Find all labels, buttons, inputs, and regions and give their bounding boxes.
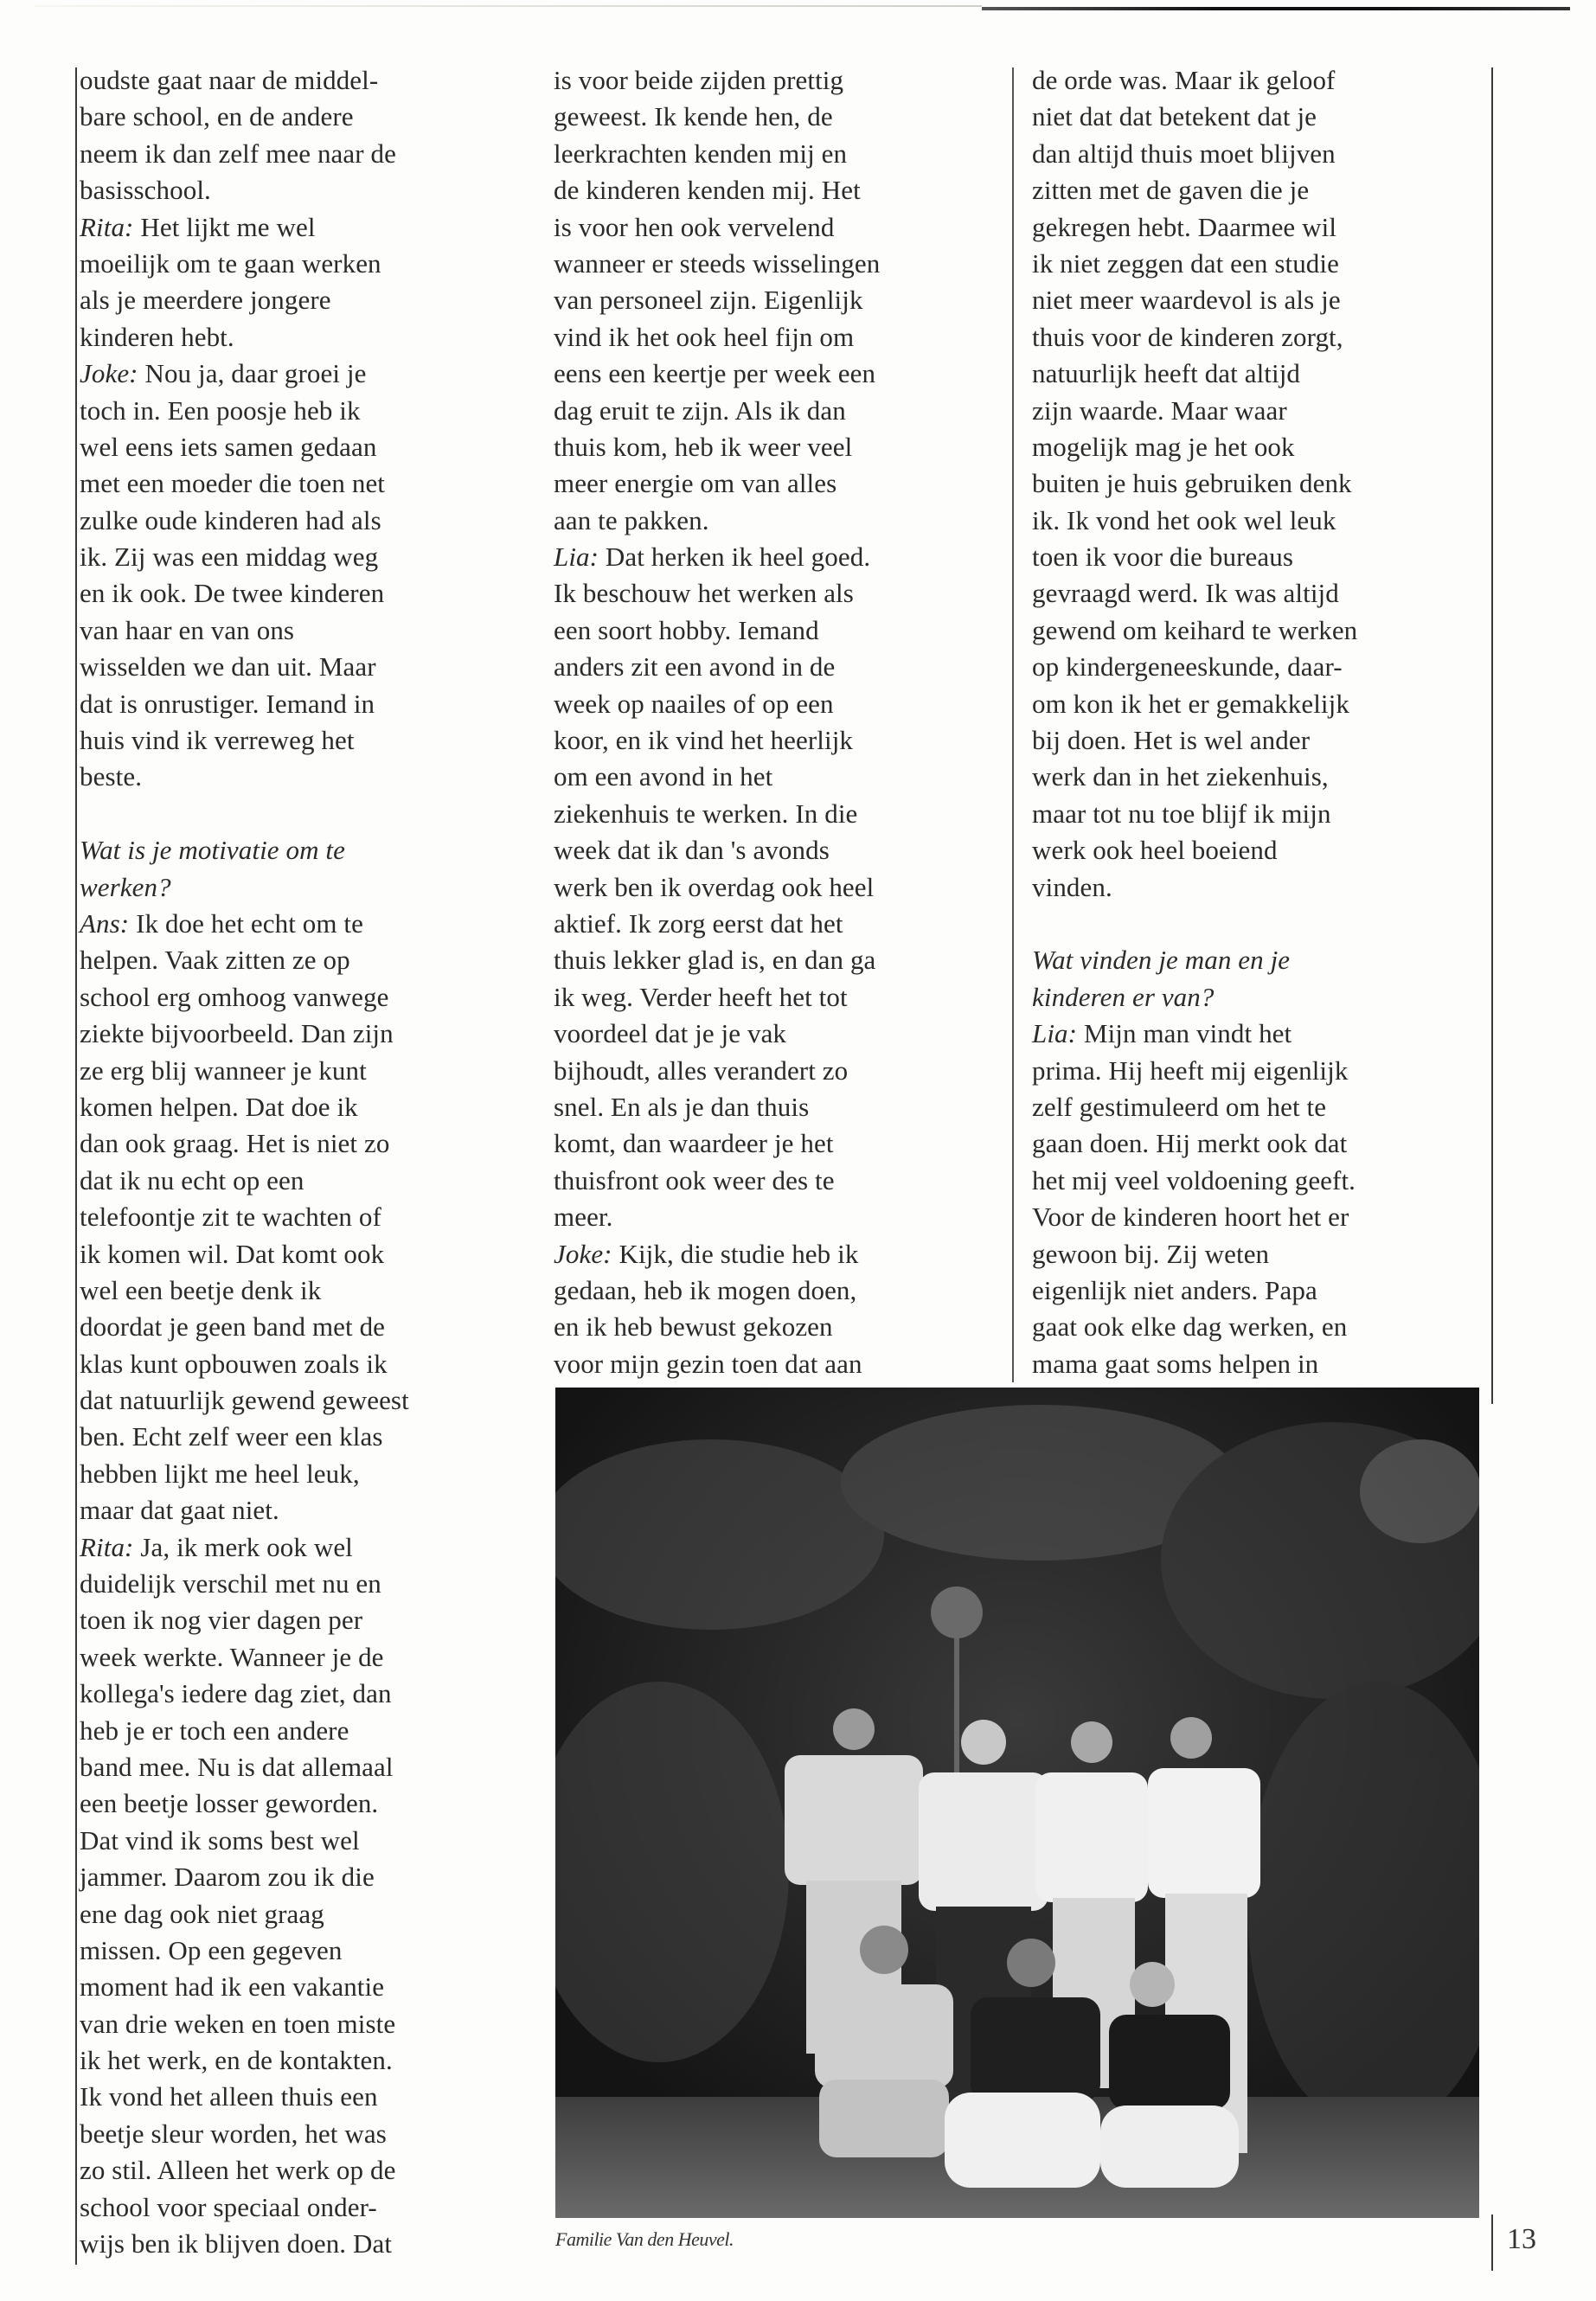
line-text: missen. Op een gegeven [80,1934,343,1965]
line-text: dag eruit te zijn. Als ik dan [554,394,846,426]
text-line [554,649,1003,685]
line-text: Ja, ik merk ook wel [133,1531,353,1562]
column-rule-middle [1012,67,1014,1382]
paragraph-gap [1032,906,1482,942]
text-line [80,62,512,99]
line-text: op kindergeneeskunde, daar- [1032,651,1343,683]
line-text: vinden. [1032,871,1112,902]
text-line [80,1163,512,1199]
line-text: een beetje losser geworden. [80,1788,379,1819]
text-line [554,393,1003,429]
line-text: koor, en ik vind het heerlijk [554,725,854,756]
line-text: Mijn man vindt het [1077,1018,1292,1049]
text-line [80,759,512,795]
line-text: ziekte bijvoorbeeld. Dan zijn [80,1018,394,1049]
text-line [80,1896,512,1932]
text-line [80,209,512,246]
text-line [1032,1016,1482,1052]
line-text: anders zit een avond in de [554,651,836,683]
text-line [554,942,1003,978]
line-text: om een avond in het [554,761,773,792]
text-line [554,1089,1003,1125]
column-rule-left [75,67,77,2265]
line-text: is voor hen ook vervelend [554,211,835,242]
line-text: mama gaat soms helpen in [1032,1348,1319,1379]
text-line [1032,1125,1482,1162]
line-text: Dat herken ik heel goed. [599,542,871,573]
line-text: maar dat gaat niet. [80,1495,279,1526]
text-line [1032,649,1482,685]
line-text: Ik vond het alleen thuis een [80,2081,378,2112]
line-text: Kijk, die studie heb ik [612,1238,859,1269]
line-text: helpen. Vaak zitten ze op [80,945,350,976]
line-text: maar tot nu toe blijf ik mijn [1032,798,1331,829]
line-text: snel. En als je dan thuis [554,1091,810,1122]
text-line [80,2116,512,2152]
line-text: thuis voor de kinderen zorgt, [1032,321,1343,352]
text-line [80,1236,512,1272]
text-line [80,1713,512,1749]
text-line [80,1382,512,1419]
line-text: ik. Ik vond het ook wel leuk [1032,504,1336,535]
line-text: komen helpen. Dat doe ik [80,1091,358,1122]
line-text: hebben lijkt me heel leuk, [80,1458,360,1489]
text-line [80,319,512,356]
line-text: dat is onrustiger. Iemand in [80,688,375,719]
line-text: werk ben ik overdag ook heel [554,871,875,902]
line-text: werk dan in het ziekenhuis, [1032,761,1329,792]
line-text: thuisfront ook weer des te [554,1164,835,1195]
line-text: toch in. Een poosje heb ik [80,394,361,426]
text-line [1032,1272,1482,1309]
text-line [554,1346,1003,1382]
text-line [554,759,1003,795]
text-line [80,1932,512,1969]
line-text: Het lijkt me wel [133,211,316,242]
line-text: leerkrachten kenden mij en [554,138,848,169]
line-text: klas kunt opbouwen zoals ik [80,1348,388,1379]
line-text: is voor beide zijden prettig [554,65,844,95]
text-line [554,1125,1003,1162]
text-line [80,1272,512,1309]
text-line [554,1309,1003,1345]
line-text: zelf gestimuleerd om het te [1032,1091,1327,1122]
line-text: van haar en van ons [80,614,295,645]
text-line [1032,172,1482,208]
line-text: ik komen wil. Dat komt ook [80,1238,385,1269]
line-text: prima. Hij heeft mij eigenlijk [1032,1054,1349,1086]
line-text: de orde was. Maar ik geloof [1032,65,1336,95]
text-line [80,1639,512,1676]
speaker-name: Rita: [80,1531,134,1562]
text-line [80,465,512,502]
line-text: zitten met de gaven die je [1032,175,1310,206]
line-text: jammer. Daarom zou ik die [80,1862,375,1893]
line-text: voor mijn gezin toen dat aan [554,1348,862,1379]
line-text: de kinderen kenden mij. Het [554,175,861,206]
line-text: moeilijk om te gaan werken [80,247,381,279]
line-text: thuis lekker glad is, en dan ga [554,945,876,976]
line-text: school erg omhoog vanwege [80,981,389,1012]
line-text: gewend om keihard te werken [1032,614,1358,645]
text-line [554,722,1003,759]
line-text: huis vind ik verreweg het [80,725,355,756]
interview-question-line [1032,979,1482,1016]
text-line [80,99,512,135]
text-line [80,1089,512,1125]
text-line [80,1823,512,1859]
text-line [1032,869,1482,906]
line-text: gekregen hebt. Daarmee wil [1032,211,1337,242]
family-photo-illustration [555,1388,1479,2218]
line-text: meer. [554,1202,613,1233]
text-line [554,62,1003,99]
text-line [80,1346,512,1382]
line-text: ene dag ook niet graag [80,1898,324,1929]
line-text: beste. [80,761,143,792]
line-text: oudste gaat naar de middel- [80,65,379,95]
text-line [80,942,512,978]
speaker-name: Joke: [554,1238,612,1269]
text-line [1032,99,1482,135]
top-rule-faint [35,5,982,7]
text-line [80,1456,512,1492]
text-line [80,612,512,649]
text-line [80,2006,512,2042]
line-text: buiten je huis gebruiken denk [1032,468,1352,499]
text-line [554,282,1003,318]
line-text: dat ik nu echt op een [80,1164,304,1195]
text-line [1032,1089,1482,1125]
text-line [80,136,512,172]
line-text: van drie weken en toen miste [80,2008,396,2039]
text-line [80,1749,512,1785]
line-text: gewoon bij. Zij weten [1032,1238,1270,1269]
speaker-name: Lia: [1032,1018,1078,1049]
text-line [554,1272,1003,1309]
line-text: Voor de kinderen hoort het er [1032,1202,1349,1233]
line-text: toen ik nog vier dagen per [80,1605,363,1636]
speaker-name: Rita: [80,211,134,242]
page-number: 13 [1507,2223,1536,2255]
family-photo [555,1388,1479,2218]
line-text: doordat je geen band met de [80,1311,386,1343]
text-line [554,319,1003,356]
line-text: voordeel dat je je vak [554,1018,787,1049]
line-text: Ik beschouw het werken als [554,578,854,609]
text-line [1032,1236,1482,1272]
text-line [80,2152,512,2189]
text-line [80,1309,512,1345]
line-text: dan altijd thuis moet blijven [1032,138,1336,169]
line-text: wijs ben ik blijven doen. Dat [80,2228,393,2259]
text-line [1032,686,1482,722]
speaker-name: Ans: [80,907,130,939]
line-text: thuis kom, heb ik weer veel [554,431,853,462]
text-line [80,429,512,465]
line-text: gedaan, heb ik mogen doen, [554,1274,857,1305]
line-text: neem ik dan zelf mee naar de [80,138,396,169]
line-text: moment had ik een vakantie [80,1971,385,2003]
line-text: aktief. Ik zorg eerst dat het [554,907,843,939]
line-text: gaan doen. Hij merkt ook dat [1032,1128,1348,1159]
line-text: wel een beetje denk ik [80,1274,322,1305]
top-rule [982,7,1570,10]
line-text: gevraagd werd. Ik was altijd [1032,578,1339,609]
text-line [554,172,1003,208]
text-line [80,393,512,429]
text-line [80,1859,512,1895]
text-line [80,1419,512,1455]
text-line [554,246,1003,282]
text-line [554,979,1003,1016]
interview-question-line [80,832,512,868]
line-text: band mee. Nu is dat allemaal [80,1751,394,1782]
text-line [80,722,512,759]
line-text: ziekenhuis te werken. In die [554,798,858,829]
interview-question-line [1032,942,1482,978]
text-line [80,172,512,208]
text-line [1032,1346,1482,1382]
line-text: heb je er toch een andere [80,1715,349,1746]
text-line [80,282,512,318]
article-column-2 [554,62,1003,1382]
text-line [1032,832,1482,868]
line-text: duidelijk verschil met nu en [80,1568,381,1599]
line-text: zijn waarde. Maar waar [1032,394,1287,426]
text-line [1032,503,1482,539]
text-line [554,869,1003,906]
text-line [1032,612,1482,649]
line-text: Ik doe het echt om te [129,907,364,939]
text-line [554,612,1003,649]
line-text: en ik ook. De twee kinderen [80,578,385,609]
text-line [554,1163,1003,1199]
line-text: kinderen hebt. [80,321,234,352]
line-text: natuurlijk heeft dat altijd [1032,358,1301,389]
line-text: ik niet zeggen dat een studie [1032,247,1339,279]
text-line [80,1199,512,1235]
text-line [1032,539,1482,575]
line-text: bijhoudt, alles verandert zo [554,1054,849,1086]
interview-question: Wat is je motivatie om te [80,835,346,866]
text-line [554,1016,1003,1052]
text-line [1032,796,1482,832]
line-text: met een moeder die toen net [80,468,386,499]
text-line [80,1125,512,1162]
line-text: telefoontje zit te wachten of [80,1202,381,1233]
speaker-name: Joke: [80,358,138,389]
text-line [554,503,1003,539]
line-text: bij doen. Het is wel ander [1032,725,1311,756]
text-line [80,539,512,575]
text-line [554,99,1003,135]
interview-question: werken? [80,871,171,902]
text-line [80,1676,512,1712]
text-line [1032,1199,1482,1235]
line-text: geweest. Ik kende hen, de [554,101,833,132]
interview-question: kinderen er van? [1032,981,1215,1012]
text-line [554,686,1003,722]
text-line [554,906,1003,942]
text-line [554,1053,1003,1089]
line-text: ik weg. Verder heeft het tot [554,981,848,1012]
text-line [1032,1053,1482,1089]
line-text: ze erg blij wanneer je kunt [80,1054,367,1086]
text-line [1032,465,1482,502]
text-line [554,1199,1003,1235]
text-line [80,2042,512,2079]
line-text: week dat ik dan 's avonds [554,835,830,866]
text-line [1032,246,1482,282]
text-line [554,465,1003,502]
line-text: gaat ook elke dag werken, en [1032,1311,1348,1343]
text-line [80,979,512,1016]
text-line [80,686,512,722]
text-line [1032,136,1482,172]
text-line [554,832,1003,868]
text-line [80,246,512,282]
photo-caption: Familie Van den Heuvel. [555,2228,734,2250]
text-line [1032,282,1482,318]
text-line [1032,209,1482,246]
text-line [554,1236,1003,1272]
photo-lantern [931,1586,983,1638]
text-line [554,356,1003,392]
text-line [80,1053,512,1089]
text-line [80,575,512,612]
line-text: zulke oude kinderen had als [80,504,381,535]
line-text: bare school, en de andere [80,101,354,132]
text-line [554,209,1003,246]
line-text: week werkte. Wanneer je de [80,1641,384,1672]
text-line [1032,62,1482,99]
paragraph-gap [80,796,512,832]
line-text: eigenlijk niet anders. Papa [1032,1274,1317,1305]
line-text: werk ook heel boeiend [1032,835,1278,866]
text-line [1032,1309,1482,1345]
text-line [1032,319,1482,356]
line-text: school voor speciaal onder- [80,2191,377,2222]
text-line [554,539,1003,575]
line-text: kollega's iedere dag ziet, dan [80,1678,392,1709]
text-line [80,2226,512,2262]
line-text: wanneer er steeds wisselingen [554,247,881,279]
line-text: dan ook graag. Het is niet zo [80,1128,390,1159]
line-text: van personeel zijn. Eigenlijk [554,285,863,316]
line-text: het mij veel voldoening geeft. [1032,1164,1356,1195]
line-text: dat natuurlijk gewend geweest [80,1385,409,1416]
text-line [80,649,512,685]
interview-question: Wat vinden je man en je [1032,945,1291,976]
text-line [80,1602,512,1638]
text-line [1032,429,1482,465]
line-text: wisselden we dan uit. Maar [80,651,376,683]
line-text: Dat vind ik soms best wel [80,1824,360,1856]
line-text: en ik heb bewust gekozen [554,1311,833,1343]
text-line [80,1492,512,1529]
line-text: een soort hobby. Iemand [554,614,819,645]
line-text: wel eens iets samen gedaan [80,431,377,462]
text-line [80,1566,512,1602]
line-text: meer energie om van alles [554,468,837,499]
interview-question-line [80,869,512,906]
line-text: ben. Echt zelf weer een klas [80,1421,383,1452]
line-text: om kon ik het er gemakkelijk [1032,688,1349,719]
line-text: komt, dan waardeer je het [554,1128,834,1159]
text-line [1032,722,1482,759]
text-line [1032,356,1482,392]
line-text: niet meer waardevol is als je [1032,285,1341,316]
article-column-3 [1032,62,1482,1382]
text-line [554,136,1003,172]
line-text: eens een keertje per week een [554,358,876,389]
line-text: toen ik voor die bureaus [1032,542,1293,573]
text-line [80,1529,512,1566]
line-text: basisschool. [80,175,211,206]
line-text: zo stil. Alleen het werk op de [80,2155,396,2186]
text-line [80,2189,512,2226]
line-text: mogelijk mag je het ook [1032,431,1295,462]
line-text: week op naailes of op een [554,688,834,719]
text-line [1032,759,1482,795]
text-line [80,1016,512,1052]
line-text: ik. Zij was een middag weg [80,542,379,573]
text-line [80,1785,512,1822]
page-number-rule [1491,2214,1493,2271]
line-text: ik het werk, en de kontakten. [80,2045,393,2076]
text-line [80,503,512,539]
line-text: Nou ja, daar groei je [138,358,367,389]
article-column-1 [80,62,512,2262]
column-rule-right [1491,67,1493,1404]
text-line [80,1969,512,2005]
text-line [554,429,1003,465]
text-line [1032,393,1482,429]
text-line [554,796,1003,832]
line-text: beetje sleur worden, het was [80,2118,387,2149]
line-text: als je meerdere jongere [80,285,331,316]
line-text: aan te pakken. [554,504,709,535]
text-line [1032,1163,1482,1199]
text-line [80,2079,512,2115]
line-text: niet dat dat betekent dat je [1032,101,1317,132]
text-line [80,356,512,392]
text-line [554,575,1003,612]
text-line [80,906,512,942]
speaker-name: Lia: [554,542,599,573]
line-text: vind ik het ook heel fijn om [554,321,855,352]
text-line [1032,575,1482,612]
